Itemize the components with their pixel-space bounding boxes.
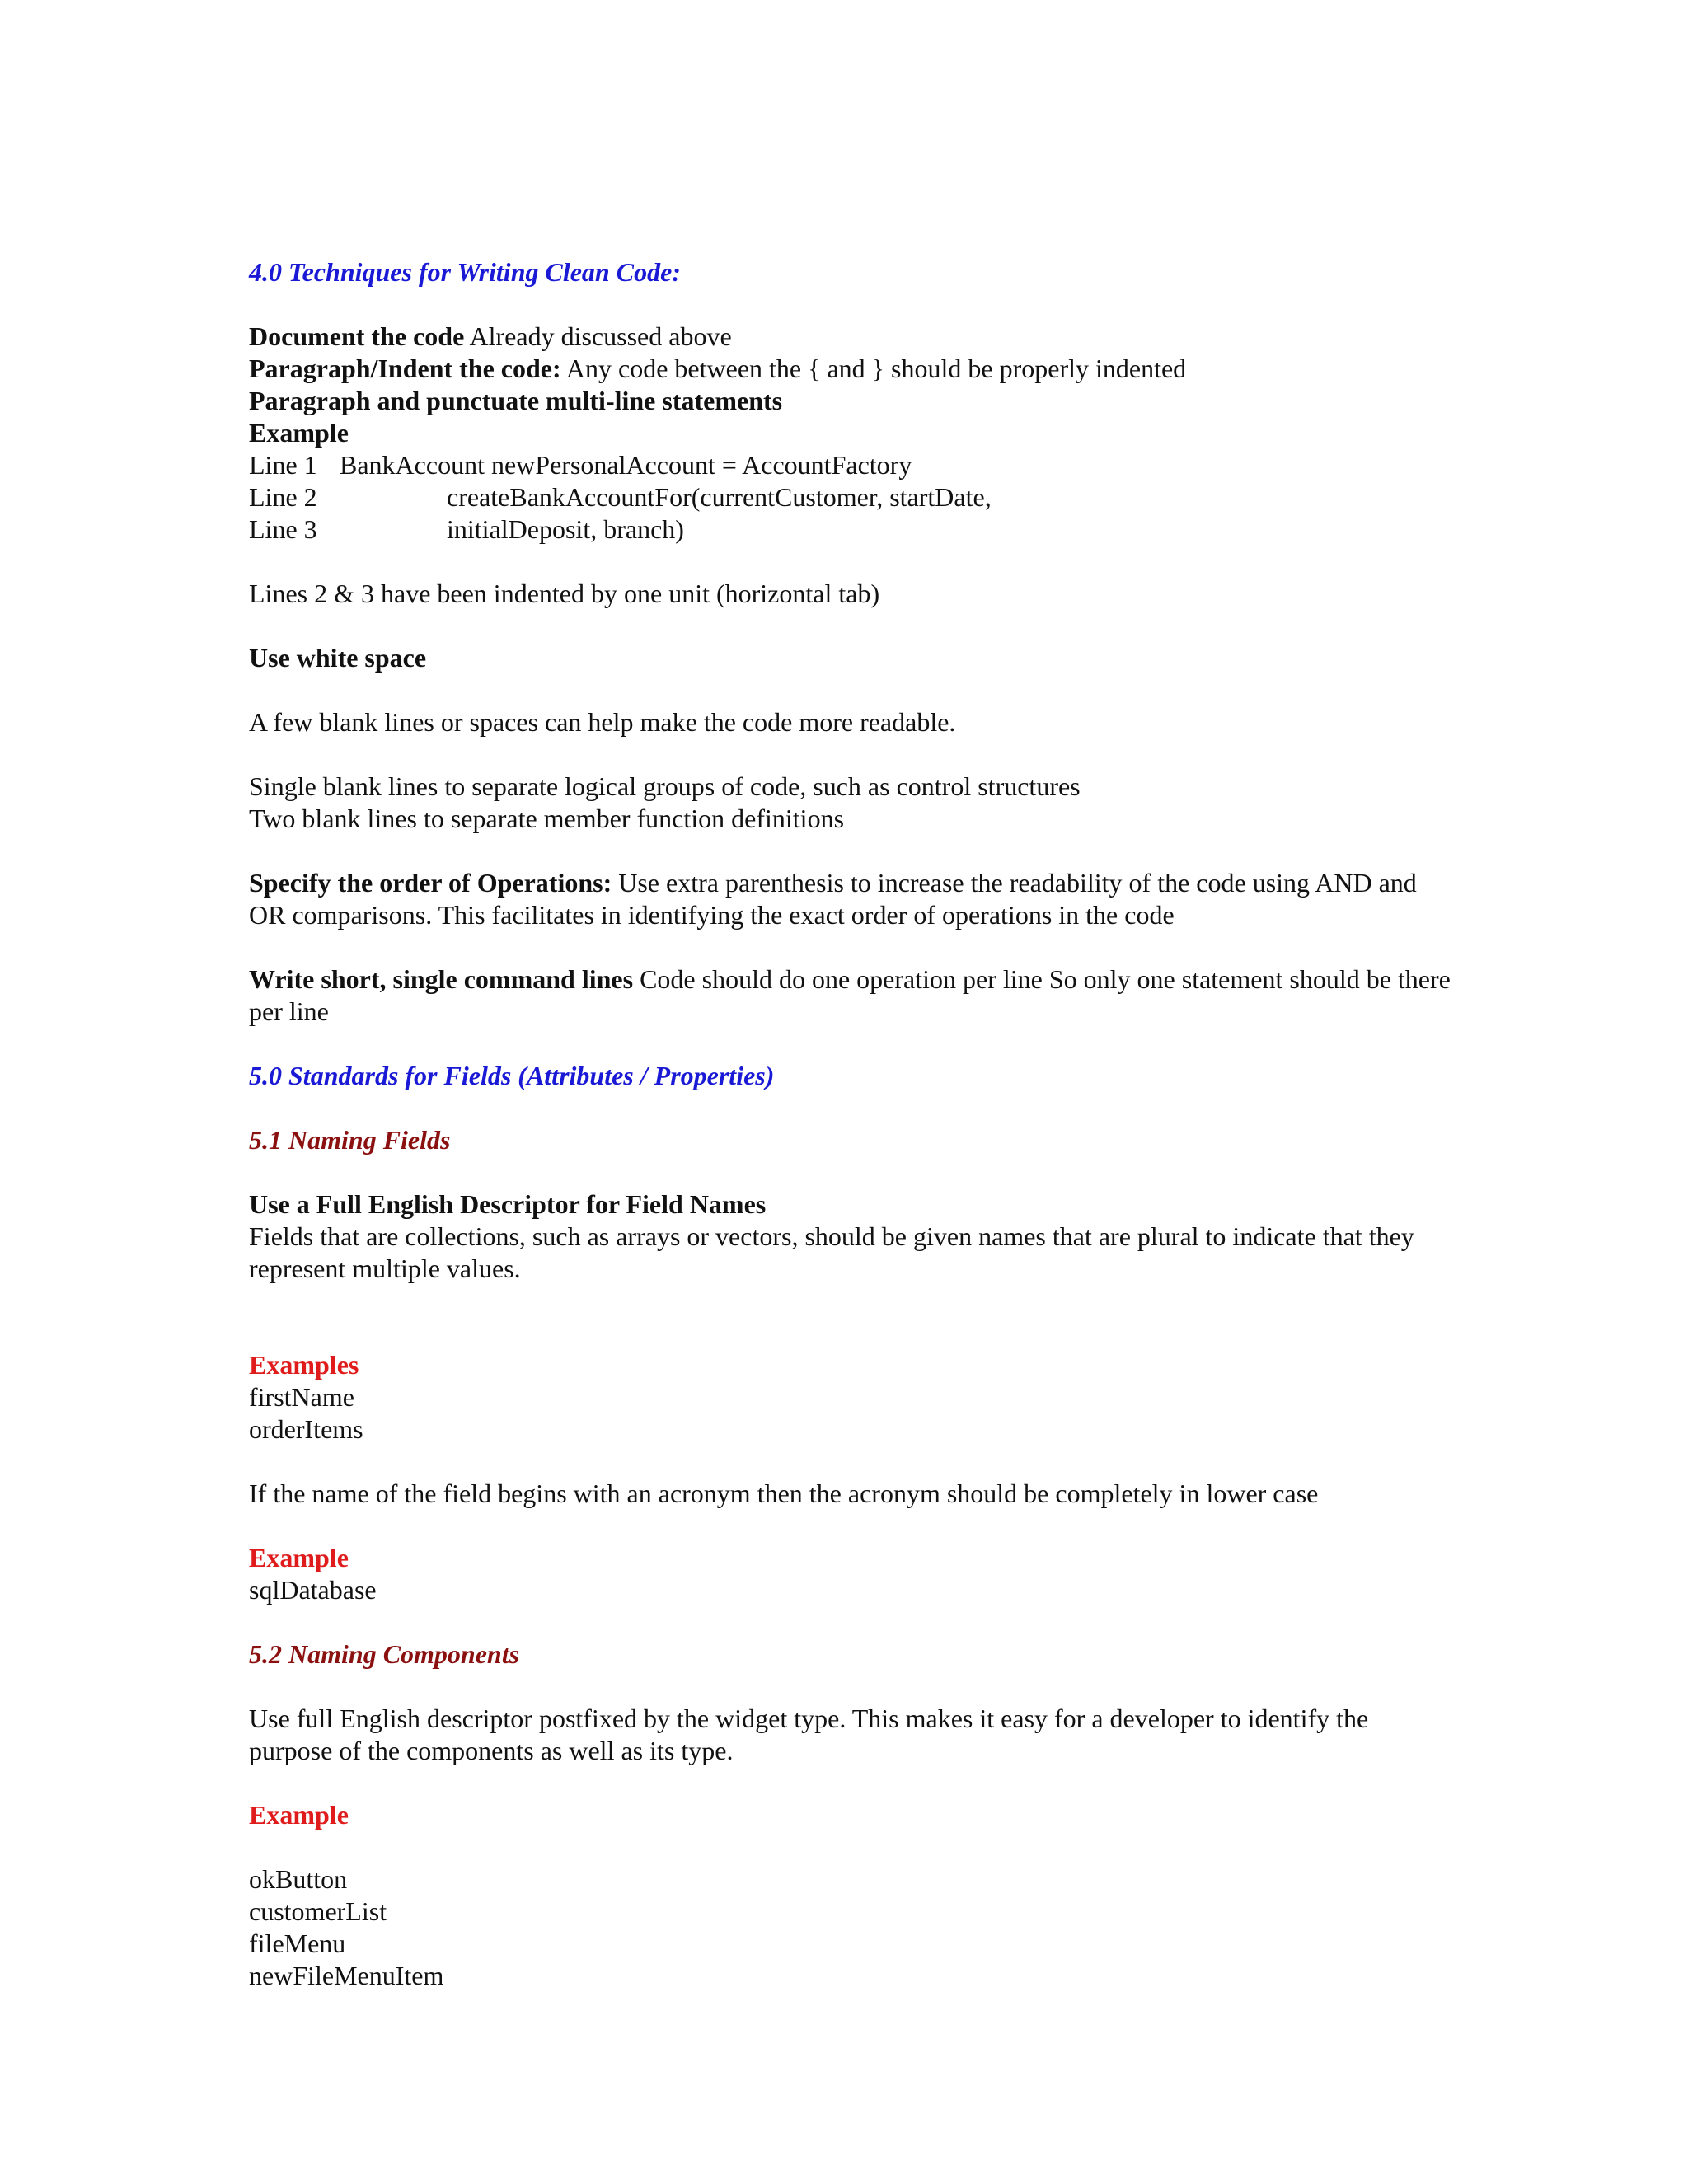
section-5-heading: 5.0 Standards for Fields (Attributes / Properties) [249,1061,775,1090]
section-5-1-heading: 5.1 Naming Fields [249,1125,451,1155]
document-code-text: Already discussed above [464,321,732,351]
order-operations-paragraph [249,867,1452,931]
component-example-new-file-menu-item: newFileMenuItem [249,1961,444,1990]
indent-code-label: Paragraph/Indent the code: [249,354,561,383]
component-example-file-menu: fileMenu [249,1929,346,1958]
full-descriptor-label: Use a Full English Descriptor for Field Names [249,1189,767,1219]
components-text: Use full English descriptor postfixed by the widget type. This makes it easy for a developer to identify the purpose of the components as well as its type. [249,1704,1369,1765]
indent-code-line [249,353,1452,385]
code-line-1-number: Line 1 [249,450,317,480]
full-descriptor-text: Fields that are collections, such as arrays or vectors, should be given names that are plural to indicate that they represent multiple values. [249,1221,1414,1283]
code-line-2 [249,481,1452,513]
acronym-example: sqlDatabase [249,1575,377,1605]
short-lines-paragraph [249,963,1452,1028]
code-line-2-text: createBankAccountFor(currentCustomer, startDate, [447,482,992,512]
short-lines-label: Write short, single command lines [249,964,634,994]
white-space-text: A few blank lines or spaces can help make the code more readable. [249,707,956,737]
code-line-3-number: Line 3 [249,514,317,544]
acronym-rule-text: If the name of the field begins with an acronym then the acronym should be completely in lower case [249,1479,1319,1508]
code-line-1-text: BankAccount newPersonalAccount = AccountFactory [340,450,912,480]
document-content [249,256,1452,1992]
code-line-3 [249,513,1452,546]
section-4-heading: 4.0 Techniques for Writing Clean Code: [249,257,681,287]
code-line-2-number: Line 2 [249,482,317,512]
components-example-label: Example [249,1800,349,1830]
section-5-2-heading: 5.2 Naming Components [249,1639,520,1669]
short-lines-text: Code should do one operation per line So only one statement should be there per line [249,964,1451,1026]
document-code-label: Document the code [249,321,465,351]
single-blank-lines-text: Single blank lines to separate logical groups of code, such as control structures [249,771,1081,801]
code-line-1 [249,449,1452,481]
component-example-customer-list: customerList [249,1896,387,1926]
component-example-ok-button: okButton [249,1864,348,1894]
punctuate-statements-label: Paragraph and punctuate multi-line statements [249,386,783,415]
two-blank-lines-text: Two blank lines to separate member function definitions [249,804,845,833]
indent-note: Lines 2 & 3 have been indented by one unit (horizontal tab) [249,579,880,608]
white-space-label: Use white space [249,643,427,673]
document-code-line [249,321,1452,353]
order-operations-label: Specify the order of Operations: [249,868,612,898]
code-line-3-text: initialDeposit, branch) [447,514,684,544]
acronym-example-label: Example [249,1543,349,1572]
code-example-label: Example [249,418,349,448]
example-order-items: orderItems [249,1414,363,1444]
order-operations-text: Use extra parenthesis to increase the readability of the code using AND and OR comparisons. This facilitates in identifying the exact order of operations in the code [249,868,1417,930]
examples-label: Examples [249,1350,359,1380]
example-first-name: firstName [249,1382,354,1412]
indent-code-text: Any code between the { and } should be properly indented [560,354,1187,383]
